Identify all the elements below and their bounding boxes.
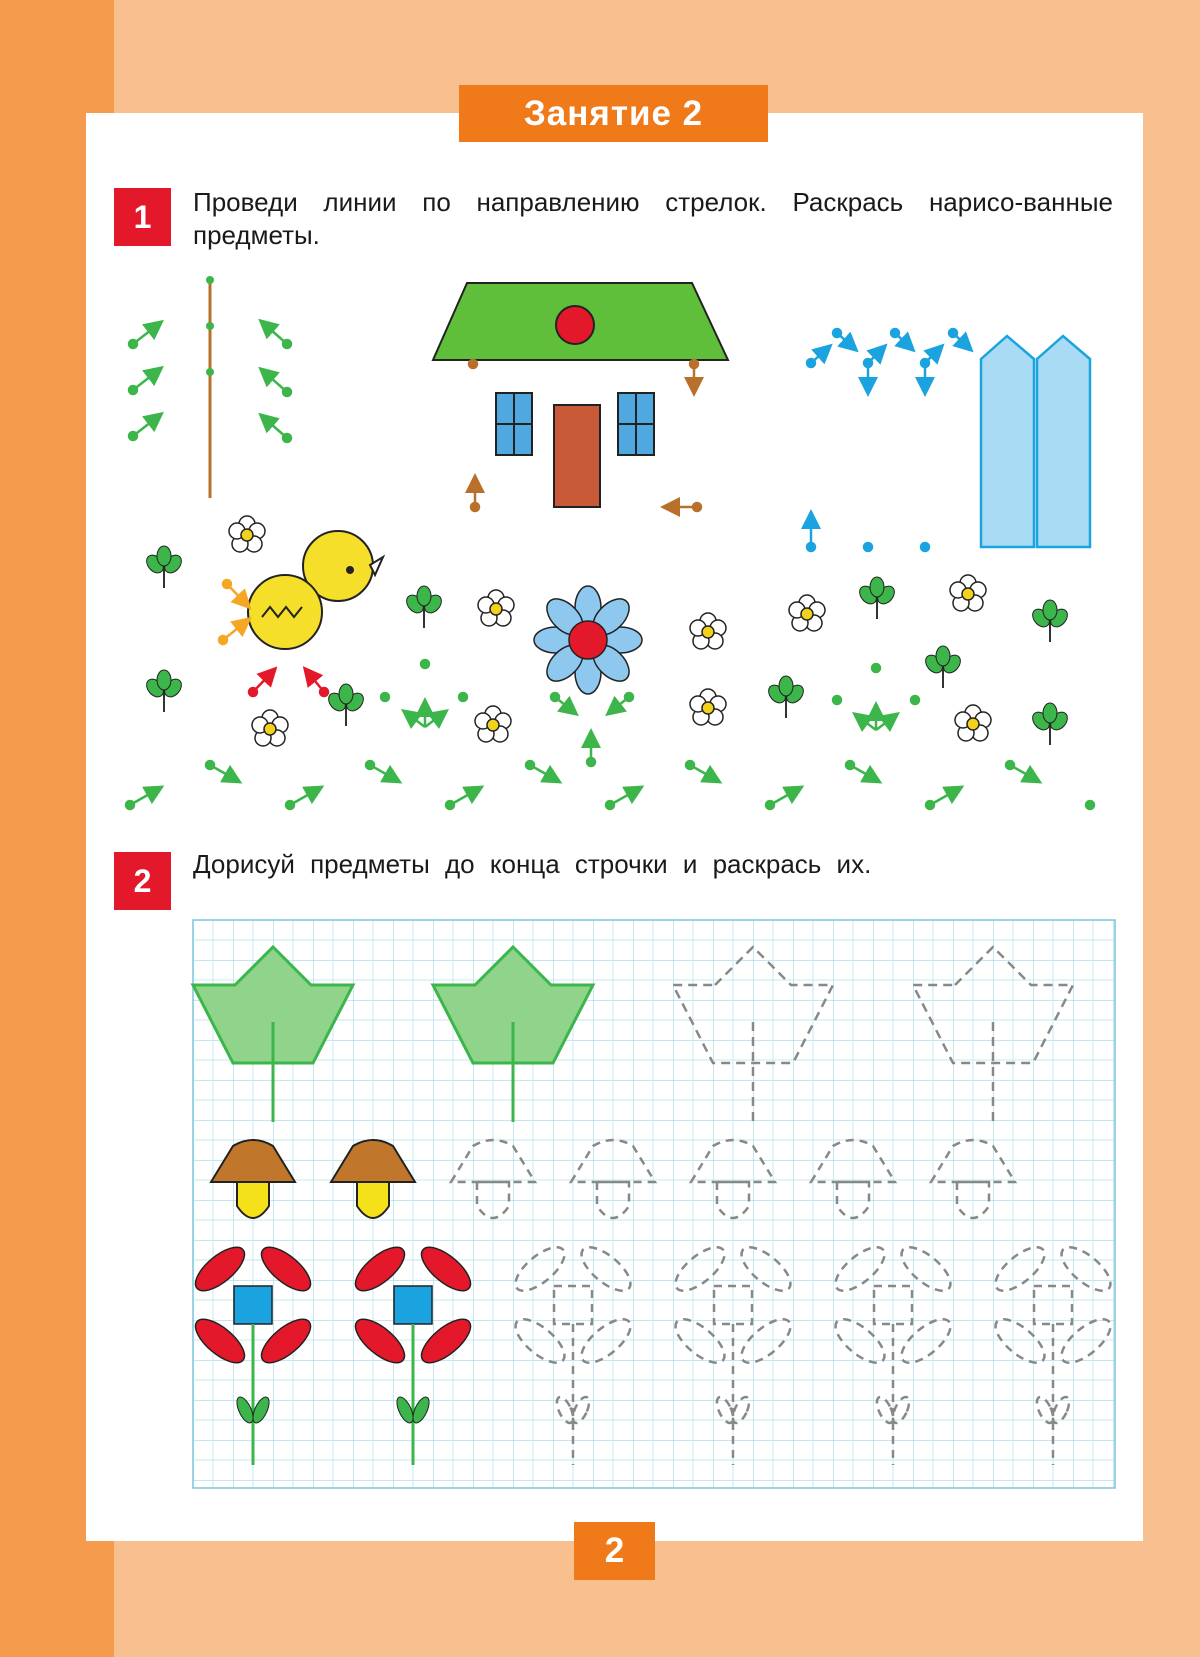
task-1-number: 1 xyxy=(114,188,171,246)
task-1-text-content: Проведи линии по направлению стрелок. Раскрась нарисо-ванные предметы. xyxy=(193,187,1113,250)
task-2-text-content: Дорисуй предметы до конца строчки и раскрась их. xyxy=(193,849,872,879)
lesson-title: Занятие 2 xyxy=(459,85,768,142)
page-number: 2 xyxy=(574,1522,655,1580)
task-2-number: 2 xyxy=(114,852,171,910)
